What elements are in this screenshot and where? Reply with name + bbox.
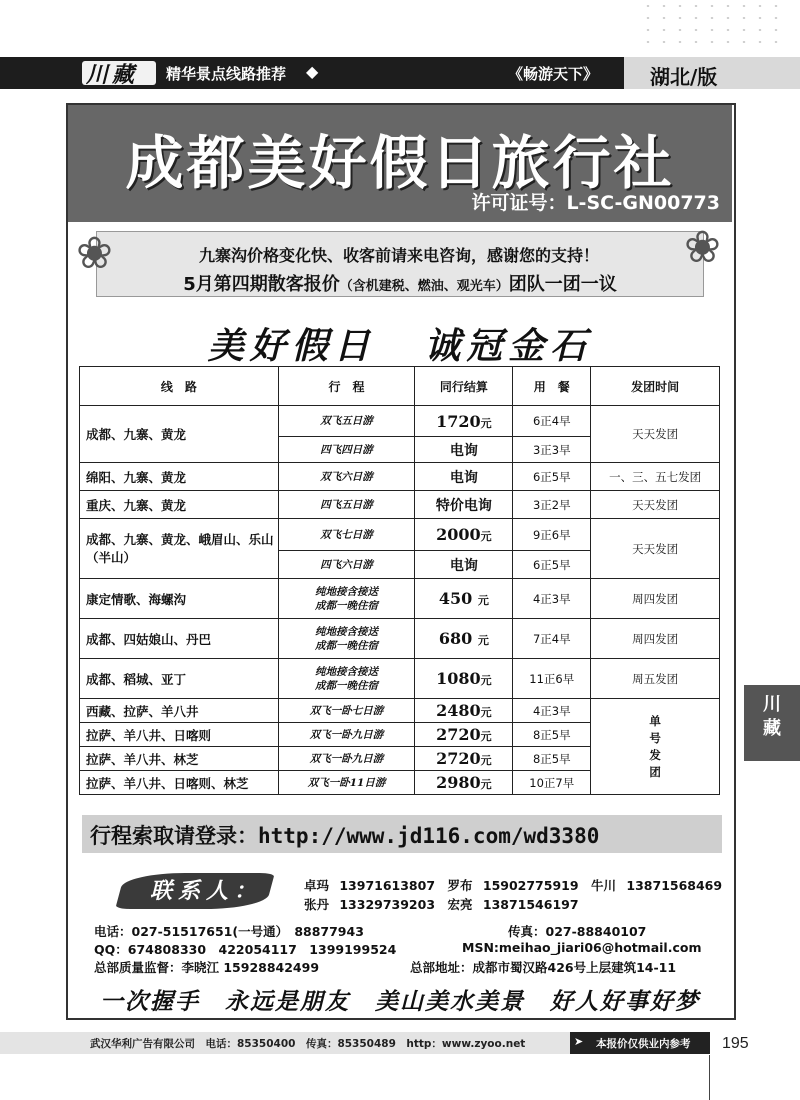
departure-cell: 一、三、五七发团 [591,463,720,491]
table-row [80,619,720,659]
col-trip: 行 程 [278,367,415,406]
col-meals: 用 餐 [513,367,591,406]
slogan-left: 美好假日 [207,325,376,367]
side-char: 川 [763,694,781,715]
table-row [80,579,720,619]
price-cell: 特价电询 [415,491,513,519]
meal-cell: 3正2早 [513,491,591,519]
table-header-row [80,367,720,406]
table-row [80,463,720,491]
col-price: 同行结算 [415,367,513,406]
offer-title: 5月第四期散客报价 [183,274,340,295]
price-value: 1080 [436,669,481,688]
departure-cell: 周四发团 [591,619,720,659]
side-tab-label [752,693,792,741]
trip-cell: 双飞五日游 [278,406,415,437]
trip-cell: 四飞四日游 [278,437,415,463]
tibet-departure [648,713,662,781]
departure-cell: 周五发团 [591,659,720,699]
table-row [80,406,720,437]
trip-line: 纯地接含接送 [315,585,379,598]
price-value: 1720 [436,411,481,431]
msn-line[interactable]: MSN:meihao_jiari06@hotmail.com [462,940,702,955]
yuan-unit: 元 [480,530,492,543]
price-cell [415,406,513,437]
license-number: 许可证号：L-SC-GN00773 [471,192,720,214]
itinerary-link[interactable]: 行程索取请登录：http://www.jd116.com/wd3380 [90,824,600,848]
departure-cell: 天天发团 [591,406,720,463]
price-cell [415,579,513,619]
section-tag: 川藏 [86,62,139,88]
trip-cell: 四飞五日游 [278,491,415,519]
price-cell: 电询 [415,437,513,463]
yuan-unit: 元 [480,416,492,430]
route-cell: 西藏、拉萨、羊八井 [80,699,279,723]
fax-line: 传真：027-88840107 [508,924,647,939]
price-notice: 九寨沟价格变化快、收客前请来电咨询，感谢您的支持！ [198,246,599,265]
route-cell: 拉萨、羊八井、日喀则、林芝 [80,771,279,795]
trip-cell: 双飞一卧11日游 [278,771,415,795]
price-value: 2980 [436,773,481,792]
price-cell [415,771,513,795]
flower-icon: ❀ [684,222,721,273]
meal-cell: 9正6早 [513,519,591,551]
price-cell [415,747,513,771]
contact-line-2: 张丹 13329739203 宏亮 13871546197 [304,897,579,912]
meal-cell: 6正5早 [513,463,591,491]
route-cell: 成都、四姑娘山、丹巴 [80,619,279,659]
trip-line: 纯地接含接送 [315,665,379,678]
meal-cell: 4正3早 [513,699,591,723]
divider [709,1055,710,1100]
departure-cell [591,699,720,795]
meal-cell: 8正5早 [513,723,591,747]
yuan-unit: 元 [480,730,492,743]
table-row [80,491,720,519]
meal-cell: 6正4早 [513,406,591,437]
trip-line: 成都一晚住宿 [315,639,379,652]
route-cell: 成都、九寨、黄龙 [80,406,279,463]
depart-char: 团 [649,764,661,779]
offer-tail: 团队一团一议 [508,274,617,295]
trip-cell [278,619,415,659]
route-cell: 成都、稻城、亚丁 [80,659,279,699]
trip-cell [278,579,415,619]
meal-cell: 4正3早 [513,579,591,619]
departure-cell: 天天发团 [591,491,720,519]
yuan-unit: 元 [480,706,492,719]
slogan-right: 诚冠金石 [424,325,593,367]
yuan-unit: 元 [480,778,492,791]
table-row [80,659,720,699]
company-title: 成都美好假日旅行社 [125,129,675,197]
depart-char: 发 [649,747,661,762]
trip-cell: 双飞六日游 [278,463,415,491]
trip-line: 纯地接含接送 [315,625,379,638]
trip-cell: 双飞一卧九日游 [278,723,415,747]
diamond-icon: ◆ [306,62,319,81]
meal-cell: 11正6早 [513,659,591,699]
page-number: 195 [722,1035,749,1052]
route-cell: 拉萨、羊八井、林芝 [80,747,279,771]
price-cell [415,723,513,747]
supervisor-line: 总部质量监督：李晓江 15928842499 [94,960,320,975]
table-row [80,699,720,723]
trip-cell: 双飞一卧九日游 [278,747,415,771]
meal-cell: 3正3早 [513,437,591,463]
price-value: 2000 [436,525,481,544]
bottom-slogan: 一次握手 永远是朋友 美山美水美景 好人好事好梦 [100,988,700,1015]
trip-cell: 双飞七日游 [278,519,415,551]
side-char: 藏 [763,718,781,739]
qq-line: QQ：674808330 422054117 1399199524 [94,942,397,957]
dot-pattern [640,0,780,50]
route-cell: 康定情歌、海螺沟 [80,579,279,619]
price-value: 680 [438,629,473,648]
edition-label: 湖北/版 [650,65,718,89]
company-slogan [68,318,732,369]
price-cell: 电询 [415,463,513,491]
footer-info: 武汉华利广告有限公司 电话：85350400 传真：85350489 http：www.zyoo.net [90,1038,526,1050]
meal-cell: 7正4早 [513,619,591,659]
yuan-unit: 元 [480,674,492,687]
depart-char: 号 [649,730,661,745]
route-cell: 绵阳、九寨、黄龙 [80,463,279,491]
yuan-unit: 元 [477,594,489,607]
magazine-name: 《畅游天下》 [508,65,599,83]
price-value: 450 [438,589,473,608]
col-departure: 发团时间 [591,367,720,406]
table-row [80,519,720,551]
flower-icon: ❀ [76,228,113,279]
offer-note: （含机建税、燃油、观光车） [339,279,509,294]
footer-reference: 本报价仅供业内参考 [596,1038,691,1050]
depart-char: 单 [649,713,661,728]
col-route: 线 路 [80,367,279,406]
trip-cell: 四飞六日游 [278,551,415,579]
price-cell [415,659,513,699]
route-cell: 重庆、九寨、黄龙 [80,491,279,519]
price-value: 2480 [436,701,481,720]
departure-cell: 周四发团 [591,579,720,619]
trip-line: 成都一晚住宿 [315,679,379,692]
contact-label: 联系人： [150,878,263,904]
meal-cell: 8正5早 [513,747,591,771]
route-cell: 成都、九寨、黄龙、峨眉山、乐山 （半山） [80,519,279,579]
arrow-icon: ➤ [574,1035,584,1048]
address-line: 总部地址：成都市蜀汉路426号上层建筑14-11 [410,960,677,975]
trip-cell: 双飞一卧七日游 [278,699,415,723]
offer-line [120,270,680,296]
meal-cell: 6正5早 [513,551,591,579]
price-cell: 电询 [415,551,513,579]
phone-line: 电话：027-51517651(一号通） 88877943 [94,924,364,939]
meal-cell: 10正7早 [513,771,591,795]
price-value: 2720 [436,749,481,768]
yuan-unit: 元 [477,634,489,647]
yuan-unit: 元 [480,754,492,767]
recommend-label: 精华景点线路推荐 [166,65,287,83]
price-table [79,366,720,795]
price-cell [415,699,513,723]
price-cell [415,519,513,551]
price-cell [415,619,513,659]
departure-cell: 天天发团 [591,519,720,579]
contact-line-1: 卓玛 13971613807 罗布 15902775919 牛川 13871568469 [304,878,723,893]
price-value: 2720 [436,725,481,744]
route-cell: 拉萨、羊八井、日喀则 [80,723,279,747]
trip-line: 成都一晚住宿 [315,599,379,612]
trip-cell [278,659,415,699]
